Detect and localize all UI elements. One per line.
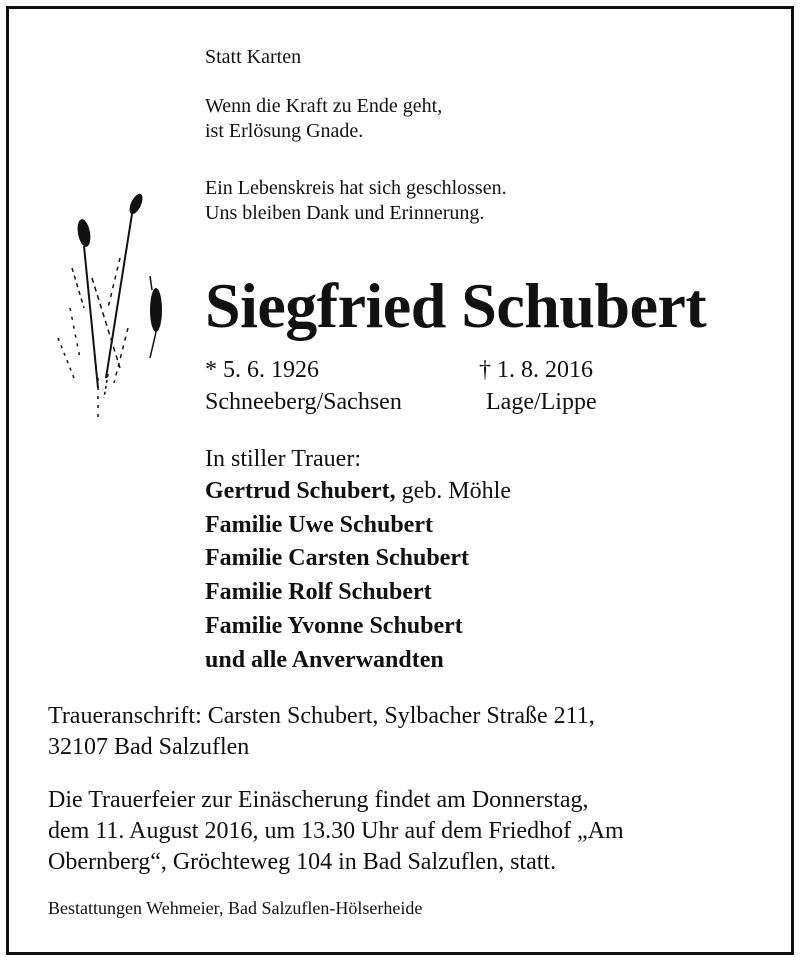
deceased-name: Siegfried Schubert: [205, 270, 707, 341]
mourner-family: Familie Carsten Schubert: [205, 545, 469, 571]
mourner-family: Familie Rolf Schubert: [205, 579, 432, 605]
birth-place: Schneeberg/Sachsen: [205, 389, 402, 415]
mourner-maiden-name: geb. Möhle: [395, 478, 511, 504]
birth-date: * 5. 6. 1926: [205, 357, 319, 383]
funeral-home: Bestattungen Wehmeier, Bad Salzuflen-Hölserheide: [48, 898, 423, 918]
ceremony-line: Obernberg“, Gröchteweg 104 in Bad Salzuflen, statt.: [48, 849, 557, 875]
address-line: 32107 Bad Salzuflen: [48, 734, 250, 760]
mourner-family: Familie Yvonne Schubert: [205, 613, 463, 639]
mourner-line: [205, 474, 511, 508]
poem-line: Wenn die Kraft zu Ende geht,: [205, 95, 443, 117]
ceremony-line: Die Trauerfeier zur Einäscherung findet am Donnerstag,: [48, 787, 589, 813]
mourner-family: Familie Uwe Schubert: [205, 512, 433, 538]
death-place: Lage/Lippe: [486, 389, 597, 415]
mourning-heading: In stiller Trauer:: [205, 446, 361, 472]
mourner-relatives: und alle Anverwandten: [205, 647, 444, 673]
mourner-name: Gertrud Schubert,: [205, 478, 396, 504]
wheat-decoration-icon: [50, 178, 170, 428]
statt-karten: Statt Karten: [205, 46, 302, 68]
ceremony-line: dem 11. August 2016, um 13.30 Uhr auf dem Friedhof „Am: [48, 818, 624, 844]
poem-line: Ein Lebenskreis hat sich geschlossen.: [205, 177, 507, 199]
poem-line: Uns bleiben Dank und Erinnerung.: [205, 202, 485, 224]
poem-line: ist Erlösung Gnade.: [205, 120, 364, 142]
death-date: † 1. 8. 2016: [479, 357, 593, 383]
address-line: Traueranschrift: Carsten Schubert, Sylbacher Straße 211,: [48, 703, 595, 729]
